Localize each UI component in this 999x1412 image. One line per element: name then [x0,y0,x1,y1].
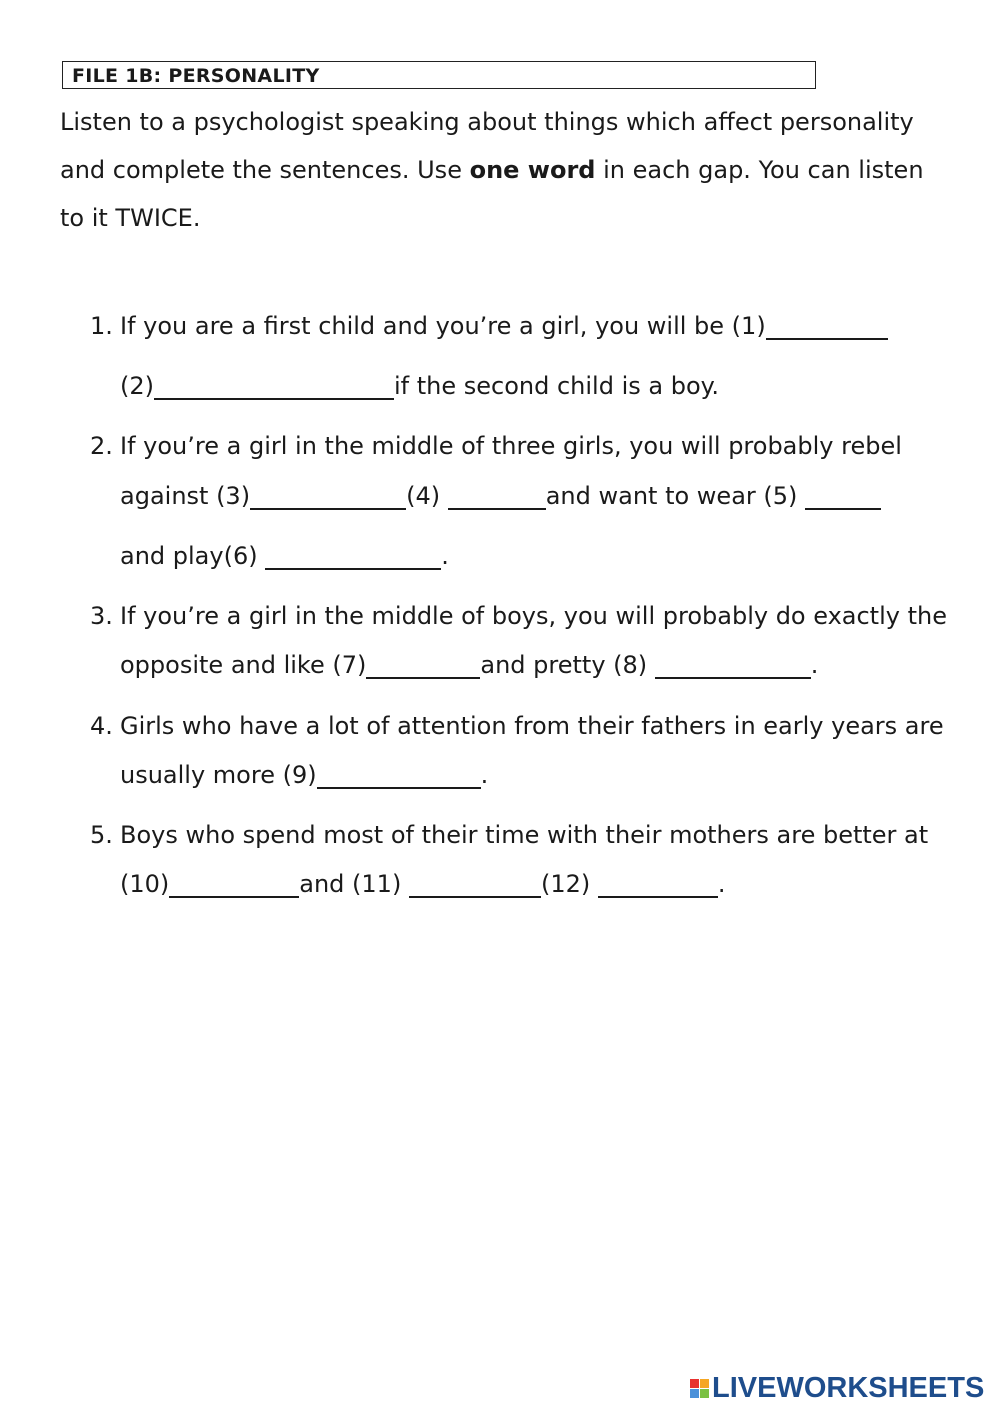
question-1-number: 1. [90,312,113,340]
instructions: Listen to a psychologist speaking about things which affect personality and complete the sentences. Use one word in each gap. You can listen to it TWICE. [60,108,924,232]
question-5-line-2: (10) and (11) (12) . [120,870,726,898]
question-1-line-1: If you are a first child and you’re a girl, you will be (1) [120,308,888,344]
answer-gap-10[interactable] [169,872,299,898]
answer-gap-2[interactable] [154,374,394,400]
question-4-line-1: Girls who have a lot of attention from their fathers in early years are [120,712,944,740]
answer-gap-9[interactable] [317,763,481,789]
answer-gap-6[interactable] [265,544,441,570]
answer-gap-8[interactable] [655,653,811,679]
answer-gap-3[interactable] [250,484,406,510]
worksheet-title: FILE 1B: PERSONALITY [62,61,816,89]
answer-gap-12[interactable] [598,872,718,898]
answer-gap-7[interactable] [366,653,480,679]
question-3-line-2: opposite and like (7) and pretty (8) . [120,651,819,679]
logo-block-green [700,1389,709,1398]
logo-block-red [690,1379,699,1388]
question-4-line-2: usually more (9) . [120,761,489,789]
liveworksheets-logo[interactable] [690,1368,984,1408]
question-2-line-3: and play(6) . [120,542,449,570]
question-2-line-2: against (3) (4) and want to wear (5) [120,478,881,514]
logo-text: LIVEWORKSHEETS [712,1371,985,1404]
answer-gap-1[interactable] [766,314,888,340]
logo-blocks-icon [690,1379,709,1398]
emphasis-one-word: one word [469,156,596,184]
question-2-line-1: If you’re a girl in the middle of three girls, you will probably rebel [120,432,902,460]
answer-gap-5[interactable] [805,484,881,510]
question-2-number: 2. [90,432,113,460]
question-1-line-2: (2) if the second child is a boy. [120,372,720,400]
question-3-line-1: If you’re a girl in the middle of boys, you will probably do exactly the [120,602,947,630]
question-3-number: 3. [90,602,113,630]
logo-block-blue [690,1389,699,1398]
answer-gap-11[interactable] [409,872,541,898]
logo-block-orange [700,1379,709,1388]
question-4-number: 4. [90,712,113,740]
question-5-number: 5. [90,821,113,849]
question-5-line-1: Boys who spend most of their time with their mothers are better at [120,821,929,849]
answer-gap-4[interactable] [448,484,546,510]
